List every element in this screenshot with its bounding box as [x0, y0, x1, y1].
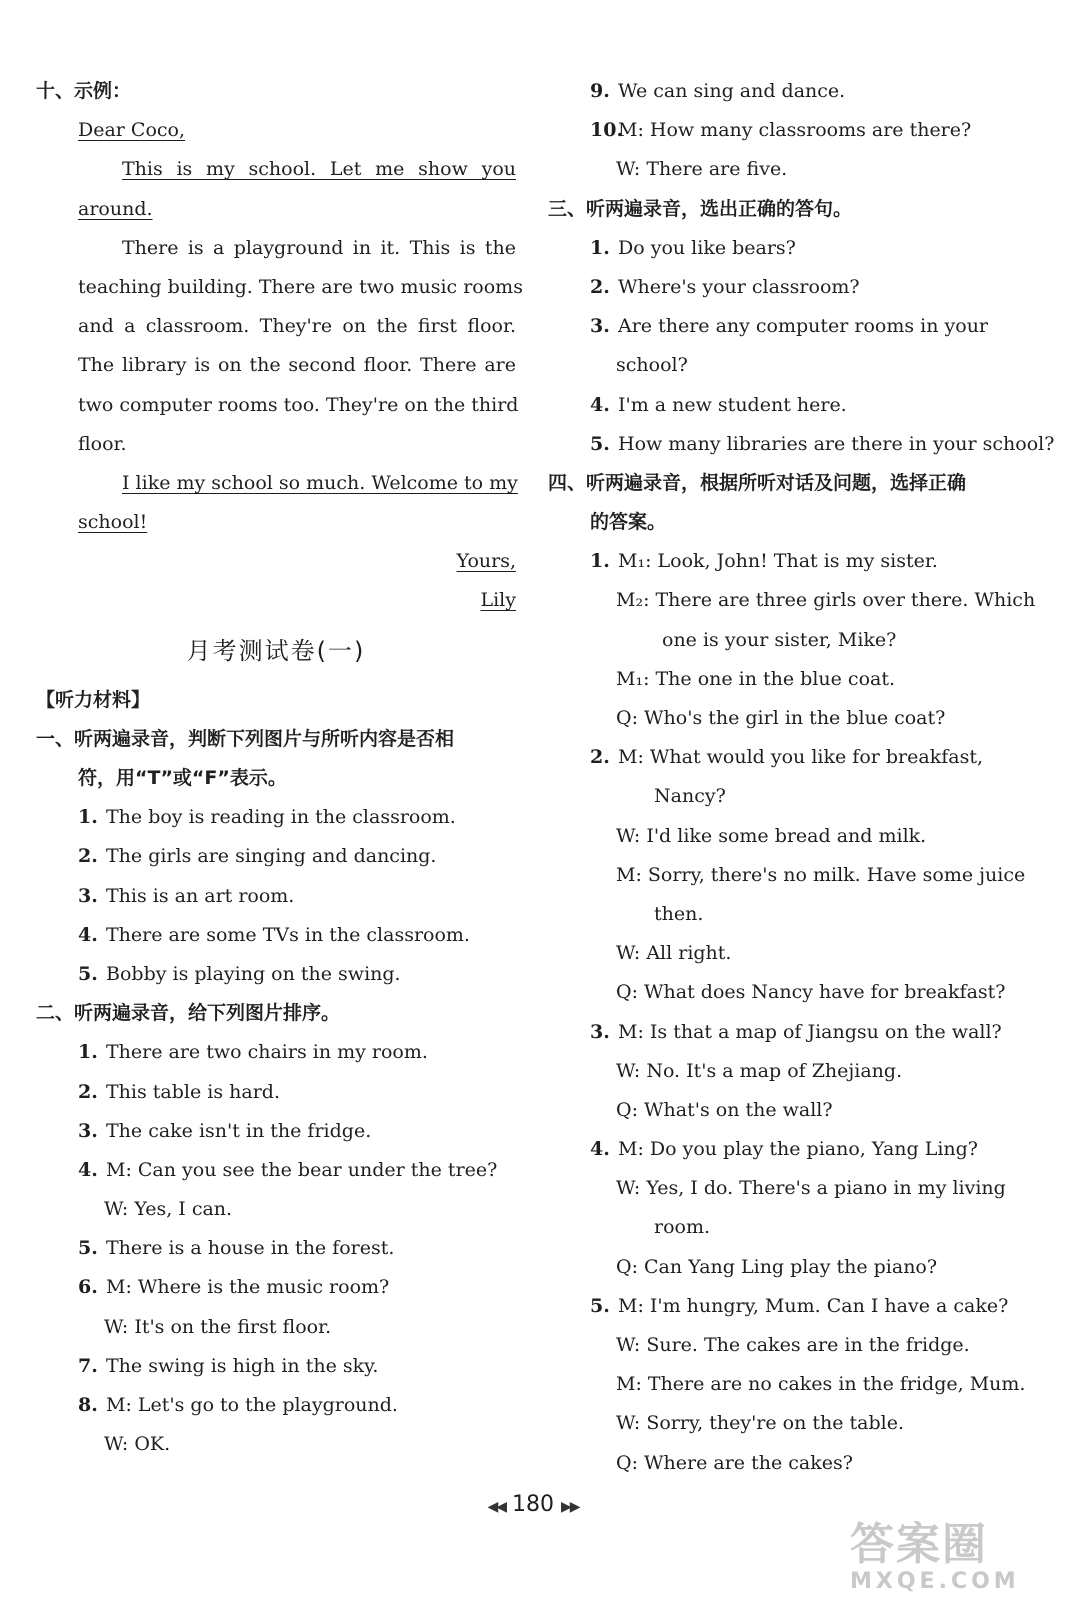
dialogue-line: 4. M: Do you play the piano, Yang Ling? — [590, 1138, 978, 1161]
section-4-title-line1: 四、听两遍录音，根据所听对话及问题，选择正确 — [548, 471, 967, 494]
dialogue-line: W: Sorry, they're on the table. — [616, 1412, 905, 1435]
letter-p3-line1: I like my school so much. Welcome to my — [122, 471, 518, 494]
letter-closing: Yours, — [456, 550, 516, 573]
list-item-continuation: school? — [616, 354, 688, 377]
right-column — [548, 72, 1055, 1483]
prev-page-arrows-icon: ◀◀ — [487, 1499, 505, 1515]
dialogue-line: M₂: There are three girls over there. Which — [616, 589, 1036, 612]
list-item-continuation: W: Yes, I can. — [104, 1198, 233, 1221]
next-page-arrows-icon: ▶▶ — [561, 1499, 579, 1515]
dialogue-line: then. — [654, 902, 704, 925]
list-item: 5. There is a house in the forest. — [78, 1237, 395, 1260]
list-item: 4. There are some TVs in the classroom. — [78, 923, 470, 946]
list-item: 6. M: Where is the music room? — [78, 1276, 390, 1299]
dialogue-line: W: Yes, I do. There's a piano in my living — [616, 1177, 1006, 1200]
dialogue-question: Q: Where are the cakes? — [616, 1451, 853, 1474]
letter-p1-line1: This is my school. Let me show you — [122, 158, 516, 181]
dialogue-line: Nancy? — [654, 785, 726, 808]
section-1-title-line2: 符，用“T”或“F”表示。 — [78, 767, 287, 789]
dialogue-line: W: No. It's a map of Zhejiang. — [616, 1059, 903, 1082]
section-1-title-line1: 一、听两遍录音，判断下列图片与所听内容是否相 — [36, 727, 455, 750]
dialogue-question: Q: Who's the girl in the blue coat? — [616, 707, 946, 729]
dialogue-line: 3. M: Is that a map of Jiangsu on the wall? — [590, 1020, 1002, 1043]
dialogue-line: M: There are no cakes in the fridge, Mum. — [616, 1373, 1026, 1396]
dialogue-line: 5. M: I'm hungry, Mum. Can I have a cake? — [590, 1294, 1009, 1317]
letter-p2-line6: floor. — [78, 432, 127, 455]
list-item: 5. How many libraries are there in your school? — [590, 432, 1055, 455]
dialogue-question: Q: Can Yang Ling play the piano? — [616, 1255, 938, 1278]
list-item: 5. Bobby is playing on the swing. — [78, 962, 401, 985]
letter-p2-line2: teaching building. There are two music rooms — [78, 275, 523, 298]
letter-p2-line3: and a classroom. They're on the first floor. — [78, 315, 516, 338]
dialogue-line: M: Sorry, there's no milk. Have some juice — [616, 863, 1026, 886]
watermark-line1: 答案圈 — [850, 1519, 988, 1570]
dialogue-line: W: All right. — [616, 942, 732, 965]
letter-p1-line2: around. — [78, 197, 153, 220]
dialogue-line: W: Sure. The cakes are in the fridge. — [616, 1334, 970, 1356]
section-10-title: 十、示例： — [36, 80, 132, 102]
list-item: 3. This is an art room. — [78, 884, 295, 907]
dialogue-line: M₁: The one in the blue coat. — [616, 667, 896, 690]
letter-p2-line5: two computer rooms too. They're on the third — [78, 393, 519, 416]
list-item: 3. The cake isn't in the fridge. — [78, 1119, 372, 1142]
letter-p2-line4: The library is on the second floor. There are — [78, 354, 516, 377]
list-item-continuation: W: There are five. — [616, 158, 788, 181]
page-number: 180 — [512, 1492, 554, 1517]
page-footer — [0, 1492, 1066, 1517]
dialogue-line: 1. M₁: Look, John! That is my sister. — [590, 550, 938, 573]
list-item-continuation: W: It's on the first floor. — [104, 1315, 332, 1338]
watermark-line2: MXQE.COM — [850, 1569, 1020, 1594]
letter-greeting: Dear Coco, — [78, 119, 186, 142]
list-item: 2. This table is hard. — [78, 1080, 280, 1103]
letter-p2-line1: There is a playground in it. This is the — [122, 236, 516, 259]
section-3-title: 三、听两遍录音，选出正确的答句。 — [548, 197, 853, 220]
dialogue-question: Q: What does Nancy have for breakfast? — [616, 981, 1006, 1004]
watermark-logo — [850, 1520, 1050, 1596]
dialogue-question: Q: What's on the wall? — [616, 1098, 833, 1121]
list-item: 10.M: How many classrooms are there? — [590, 119, 972, 142]
section-2-title: 二、听两遍录音，给下列图片排序。 — [36, 1002, 341, 1025]
dialogue-line: room. — [654, 1216, 711, 1239]
list-item: 3. Are there any computer rooms in your — [590, 315, 989, 338]
dialogue-line: 2. M: What would you like for breakfast, — [590, 746, 983, 769]
list-item: 1. There are two chairs in my room. — [78, 1041, 428, 1064]
list-item: 8. M: Let's go to the playground. — [78, 1394, 398, 1416]
letter-p3-line2: school! — [78, 511, 148, 534]
list-item: 2. Where's your classroom? — [590, 275, 860, 298]
list-item: 4. M: Can you see the bear under the tree? — [78, 1158, 498, 1181]
test-title: 月考测试卷(一) — [186, 636, 366, 665]
list-item: 2. The girls are singing and dancing. — [78, 845, 437, 868]
list-item: 4. I'm a new student here. — [590, 393, 847, 416]
left-column — [36, 72, 523, 1464]
list-item-continuation: W: OK. — [104, 1433, 171, 1456]
letter-signature: Lily — [480, 589, 516, 612]
list-item: 1. Do you like bears? — [590, 236, 796, 259]
section-4-title-line2: 的答案。 — [590, 511, 667, 534]
dialogue-line: one is your sister, Mike? — [662, 628, 897, 651]
listening-material-label: 【听力材料】 — [36, 688, 151, 711]
dialogue-line: W: I'd like some bread and milk. — [616, 824, 927, 847]
list-item: 7. The swing is high in the sky. — [78, 1354, 379, 1377]
list-item: 9. We can sing and dance. — [590, 80, 846, 102]
list-item: 1. The boy is reading in the classroom. — [78, 806, 456, 829]
